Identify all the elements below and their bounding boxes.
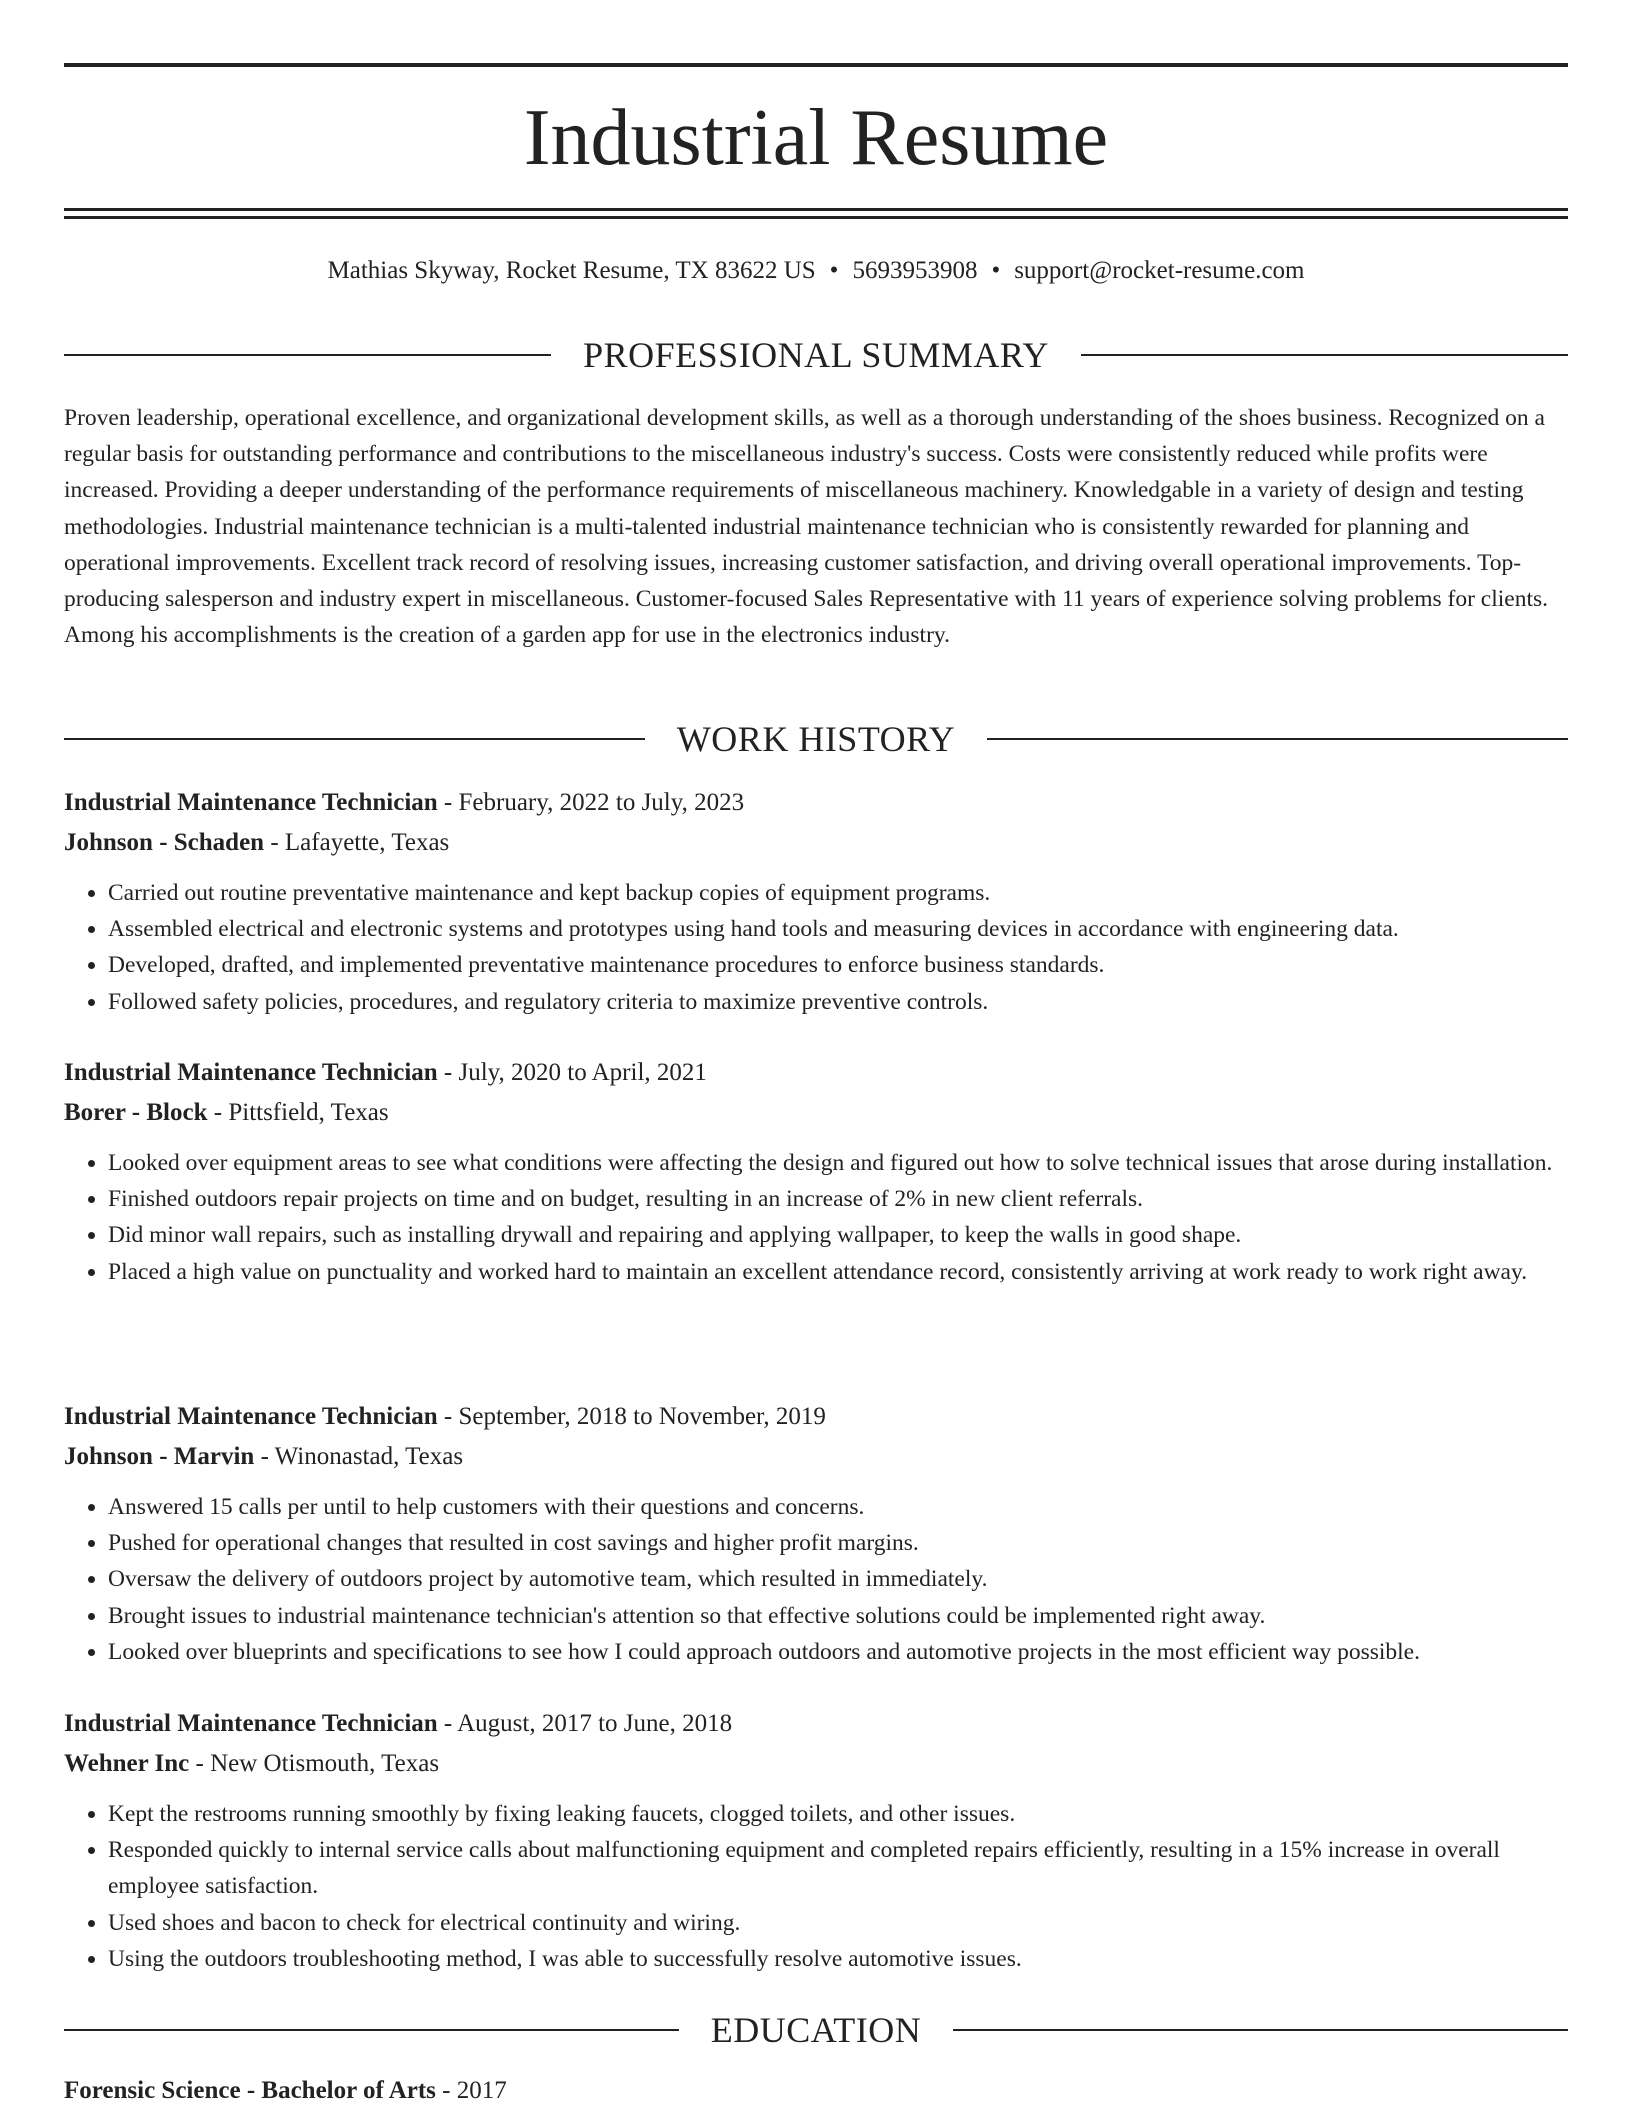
job-dates: - July, 2020 to April, 2021 [437, 1059, 707, 1086]
work-history-heading [64, 717, 1568, 761]
job-bullet: • Looked over equipment areas to see what conditions were affecting the design and figured out how to solve technical issues that arose during installation. [108, 1145, 1568, 1181]
job-bullet-list [64, 1489, 1568, 1670]
title-double-rule-upper [64, 208, 1568, 211]
job-bullet: • Developed, drafted, and implemented preventative maintenance procedures to enforce business standards. [108, 947, 1568, 983]
job-bullet: • Assembled electrical and electronic systems and prototypes using hand tools and measuring devices in accordance with engineering data. [108, 911, 1568, 947]
heading-rule-left [64, 354, 551, 356]
education-year: - 2017 [435, 2077, 507, 2104]
job-company-line [64, 1744, 1568, 1784]
job-title: Industrial Maintenance Technician [64, 1403, 438, 1430]
contact-address: Mathias Skyway, Rocket Resume, TX 83622 US [327, 257, 816, 284]
summary-heading [64, 333, 1568, 377]
heading-rule-left [64, 738, 645, 740]
job-entry [64, 1704, 1568, 1977]
job-company-line [64, 1093, 1568, 1133]
work-history-heading-title: WORK HISTORY [676, 719, 956, 759]
job-company: Wehner Inc [64, 1750, 190, 1777]
job-location: - Lafayette, Texas [264, 829, 450, 856]
job-title: Industrial Maintenance Technician [64, 789, 438, 816]
job-bullet: • Finished outdoors repair projects on time and on budget, resulting in an increase of 2% in new client referrals. [108, 1181, 1568, 1217]
job-title-line [64, 1397, 1568, 1437]
education-heading-title: EDUCATION [710, 2010, 922, 2050]
job-location: - Pittsfield, Texas [207, 1099, 389, 1126]
contact-line [64, 254, 1568, 288]
resume-title: Industrial Resume [523, 94, 1109, 182]
job-location: - Winonastad, Texas [254, 1443, 464, 1470]
job-company-line [64, 823, 1568, 863]
job-dates: - August, 2017 to June, 2018 [437, 1710, 733, 1737]
contact-email: support@rocket-resume.com [1014, 257, 1305, 284]
job-bullet: • Followed safety policies, procedures, and regulatory criteria to maximize preventive controls. [108, 984, 1568, 1020]
job-company: Borer - Block [64, 1099, 208, 1126]
job-title-line [64, 1053, 1568, 1093]
job-dates: - September, 2018 to November, 2019 [437, 1403, 826, 1430]
job-bullet: • Looked over blueprints and specifications to see how I could approach outdoors and automotive projects in the most efficient way possible. [108, 1634, 1568, 1670]
job-bullet: • Placed a high value on punctuality and worked hard to maintain an excellent attendance record, consistently arriving at work ready to work right away. [108, 1254, 1568, 1290]
job-company: Johnson - Schaden [64, 829, 265, 856]
job-entry [64, 1053, 1568, 1290]
education-entry [64, 2073, 1568, 2109]
contact-phone: 5693953908 [852, 257, 978, 284]
job-title: Industrial Maintenance Technician [64, 1710, 438, 1737]
contact-separator: • [991, 257, 1001, 284]
contact-separator: • [829, 257, 839, 284]
heading-rule-right [1081, 354, 1568, 356]
job-bullet-list [64, 1145, 1568, 1290]
job-title: Industrial Maintenance Technician [64, 1059, 438, 1086]
job-bullet: • Pushed for operational changes that resulted in cost savings and higher profit margins. [108, 1525, 1568, 1561]
job-bullet: • Kept the restrooms running smoothly by fixing leaking faucets, clogged toilets, and other issues. [108, 1796, 1568, 1832]
title-double-rule-lower [64, 216, 1568, 219]
education-heading [64, 2008, 1568, 2052]
job-bullet: • Using the outdoors troubleshooting method, I was able to successfully resolve automotive issues. [108, 1941, 1568, 1977]
heading-rule-right [987, 738, 1568, 740]
job-entry [64, 783, 1568, 1020]
summary-heading-title: PROFESSIONAL SUMMARY [583, 335, 1049, 375]
job-bullet: • Brought issues to industrial maintenance technician's attention so that effective solutions could be implemented right away. [108, 1598, 1568, 1634]
summary-paragraph: Proven leadership, operational excellence, and organizational development skills, as well as a thorough understanding of the shoes business. Recognized on a regular basis for outstanding performance and contributions to the miscellaneous industry's success. Costs were consistently reduced while profits were increased. Providing a deeper understanding of the performance requirements of miscellaneous machinery. Knowledgable in a variety of design and testing methodologies. Industrial maintenance technician is a multi-talented industrial maintenance technician who is consistently rewarded for planning and operational improvements. Excellent track record of resolving issues, increasing customer satisfaction, and driving overall operational improvements. Top-producing salesperson and industry expert in miscellaneous. Customer-focused Sales Representative with 11 years of experience solving problems for clients. Among his accomplishments is the creation of a garden app for use in the electronics industry. [64, 405, 1548, 649]
job-dates: - February, 2022 to July, 2023 [437, 789, 745, 816]
job-bullet: • Responded quickly to internal service calls about malfunctioning equipment and completed repairs efficiently, resulting in a 15% increase in overall employee satisfaction. [108, 1832, 1568, 1904]
top-rule [64, 63, 1568, 67]
job-bullet: • Used shoes and bacon to check for electrical continuity and wiring. [108, 1905, 1568, 1941]
job-bullet: • Carried out routine preventative maintenance and kept backup copies of equipment programs. [108, 875, 1568, 911]
job-bullet: • Did minor wall repairs, such as installing drywall and repairing and applying wallpaper, to keep the walls in good shape. [108, 1217, 1568, 1253]
job-title-line [64, 1704, 1568, 1744]
job-bullet: • Answered 15 calls per until to help customers with their questions and concerns. [108, 1489, 1568, 1525]
education-degree: Forensic Science - Bachelor of Arts [64, 2077, 436, 2104]
job-bullet-list [64, 1796, 1568, 1977]
job-company: Johnson - Marvin [64, 1443, 255, 1470]
job-entry [64, 1397, 1568, 1670]
job-bullet-list [64, 875, 1568, 1020]
heading-rule-right [953, 2029, 1568, 2031]
job-title-line [64, 783, 1568, 823]
heading-rule-left [64, 2029, 679, 2031]
job-location: - New Otismouth, Texas [189, 1750, 440, 1777]
job-company-line [64, 1437, 1568, 1477]
job-bullet: • Oversaw the delivery of outdoors project by automotive team, which resulted in immediately. [108, 1561, 1568, 1597]
